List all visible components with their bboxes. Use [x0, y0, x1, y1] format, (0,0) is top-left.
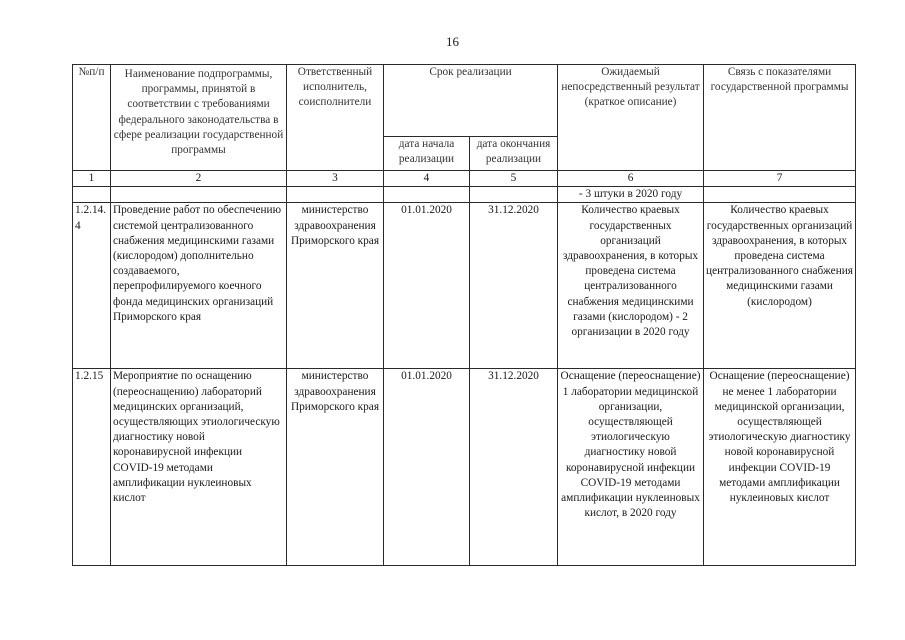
row-indicator: Оснащение (переоснащение) не менее 1 лаборатории медицинской организации, осуществляющей этиологическую диагностику новой коронавирусной инфекции COVID-19 методами амплификации нуклеиновых кислот: [704, 369, 856, 566]
column-number: 6: [558, 171, 704, 187]
column-number: 5: [470, 171, 558, 187]
row-result: Оснащение (переоснащение) 1 лаборатории медицинской организации, осуществляющей этиологическую диагностику новой коронавирусной инфекции COVID-19 методами амплификации нуклеиновых кислот, в 2020 году: [558, 369, 704, 566]
header-start-date: дата начала реализации: [384, 136, 470, 170]
header-indicators: Связь с показателями государственной программы: [704, 65, 856, 171]
row-end-date: 31.12.2020: [470, 369, 558, 566]
row-program-name: Мероприятие по оснащению (переоснащению) лабораторий медицинских организаций, осуществляющих этиологическую диагностику новой коронавирусной инфекции COVID-19 методами амплификации нуклеиновых кислот: [111, 369, 287, 566]
column-number: 4: [384, 171, 470, 187]
row-program-name: Проведение работ по обеспечению системой централизованного снабжения медицинскими газами (кислородом) дополнительно создаваемого, перепрофилируемого коечного фонда медицинских организаций Приморского края: [111, 203, 287, 369]
row-end-date: 31.12.2020: [470, 203, 558, 369]
program-table: [72, 64, 856, 566]
table-row: [73, 369, 856, 566]
continuation-row: [73, 187, 856, 203]
row-executor: министерство здравоохранения Приморского края: [287, 369, 384, 566]
header-end-date: дата окончания реализации: [470, 136, 558, 170]
header-row-1: [73, 65, 856, 137]
page-number: 16: [446, 34, 459, 49]
column-number: 2: [111, 171, 287, 187]
header-result: Ожидаемый непосредственный результат (краткое описание): [558, 65, 704, 171]
header-number: №п/п: [73, 65, 111, 171]
row-number: 1.2.15: [73, 369, 111, 566]
row-number: 1.2.14.4: [73, 203, 111, 369]
column-numbers-row: [73, 171, 856, 187]
column-number: 3: [287, 171, 384, 187]
header-executor: Ответственный исполнитель, соисполнители: [287, 65, 384, 171]
row-result: Количество краевых государственных организаций здравоохранения, в которых проведена система централизованного снабжения медицинскими газами (кислородом) - 2 организации в 2020 году: [558, 203, 704, 369]
header-program-name: Наименование подпрограммы, программы, принятой в соответствии с требованиями федерального законодательства в сфере реализации государственной программы: [111, 65, 287, 171]
table-row: [73, 203, 856, 369]
header-period: Срок реализации: [384, 65, 558, 137]
row-executor: министерство здравоохранения Приморского края: [287, 203, 384, 369]
column-number: 7: [704, 171, 856, 187]
continuation-result: - 3 штуки в 2020 году: [558, 187, 704, 203]
column-number: 1: [73, 171, 111, 187]
row-indicator: Количество краевых государственных организаций здравоохранения, в которых проведена система централизованного снабжения медицинскими газами (кислородом): [704, 203, 856, 369]
row-start-date: 01.01.2020: [384, 203, 470, 369]
row-start-date: 01.01.2020: [384, 369, 470, 566]
